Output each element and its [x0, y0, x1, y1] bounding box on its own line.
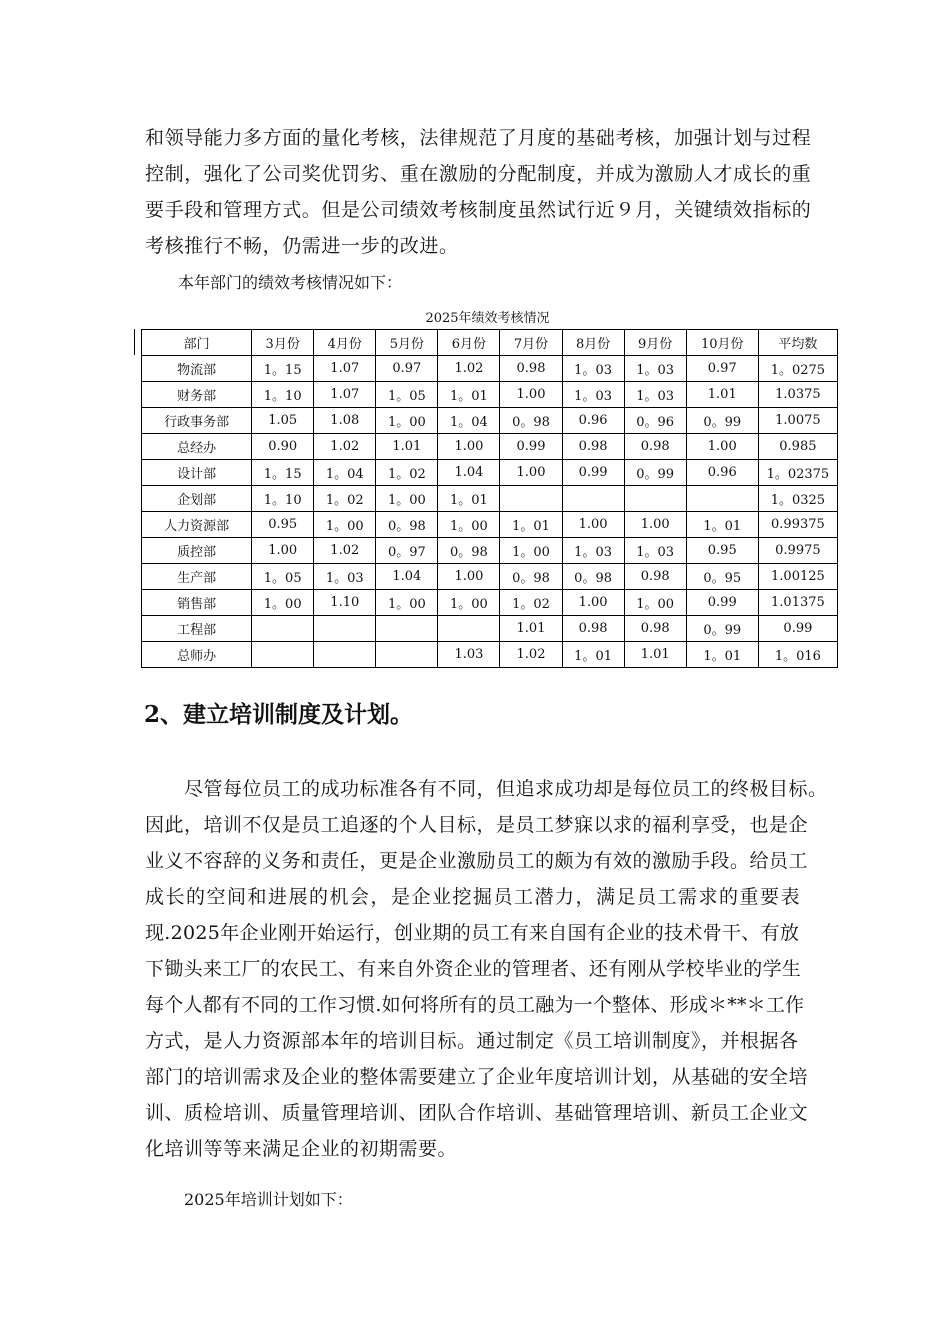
score-cell: 1.04 — [438, 460, 500, 486]
score-cell: 0.98 — [624, 616, 686, 642]
table-row — [142, 382, 838, 408]
score-cell: 0。97 — [376, 538, 438, 564]
table-row — [142, 408, 838, 434]
score-cell: 1。01 — [438, 382, 500, 408]
score-cell: 0.98 — [562, 616, 624, 642]
column-header: 4月份 — [314, 330, 376, 356]
table-header-row — [142, 330, 838, 356]
score-cell: 1。01 — [686, 512, 758, 538]
score-cell: 0。99 — [624, 460, 686, 486]
score-cell: 0。98 — [500, 408, 562, 434]
score-cell: 1.00 — [686, 434, 758, 460]
paragraph-line: 化培训等等来满足企业的初期需要。 — [145, 1138, 458, 1160]
score-cell: 1。03 — [562, 538, 624, 564]
score-cell: 1。016 — [758, 642, 837, 668]
score-cell: 0.99 — [758, 616, 837, 642]
score-cell: 1。03 — [624, 356, 686, 382]
score-cell: 1。00 — [438, 512, 500, 538]
score-cell — [252, 616, 314, 642]
score-cell: 0。98 — [562, 564, 624, 590]
score-cell: 0。98 — [500, 564, 562, 590]
score-cell — [252, 642, 314, 668]
score-cell: 1。02 — [314, 486, 376, 512]
score-cell: 1.0375 — [758, 382, 837, 408]
department-cell: 企划部 — [142, 486, 252, 512]
column-header: 7月份 — [500, 330, 562, 356]
score-cell: 1。03 — [314, 564, 376, 590]
table-row — [142, 642, 838, 668]
department-cell: 生产部 — [142, 564, 252, 590]
score-cell: 1.01375 — [758, 590, 837, 616]
department-cell: 设计部 — [142, 460, 252, 486]
score-cell: 1.01 — [624, 642, 686, 668]
paragraph-line: 考核推行不畅，仍需进一步的改进。 — [145, 235, 459, 257]
department-cell: 总经办 — [142, 434, 252, 460]
score-cell: 1.00 — [500, 460, 562, 486]
score-cell: 1。00 — [376, 486, 438, 512]
department-cell: 质控部 — [142, 538, 252, 564]
score-cell: 1。0275 — [758, 356, 837, 382]
score-cell: 0.90 — [252, 434, 314, 460]
table-intro: 本年部门的绩效考核情况如下： — [178, 273, 403, 292]
score-cell: 0.985 — [758, 434, 837, 460]
score-cell: 0。99 — [686, 616, 758, 642]
score-cell: 0.97 — [686, 356, 758, 382]
column-header: 部门 — [142, 330, 252, 356]
column-header: 10月份 — [686, 330, 758, 356]
score-cell: 1.02 — [314, 538, 376, 564]
paragraph-line: 现.2025年企业刚开始运行，创业期的员工有来自国有企业的技术骨干、有放 — [145, 922, 800, 944]
paragraph-line: 要手段和管理方式。但是公司绩效考核制度虽然试行近９月，关键绩效指标的 — [145, 199, 812, 221]
paragraph-line: 和领导能力多方面的量化考核，法律规范了月度的基础考核，加强计划与过程 — [145, 127, 812, 149]
score-cell: 1。02375 — [758, 460, 837, 486]
department-cell: 财务部 — [142, 382, 252, 408]
score-cell — [562, 486, 624, 512]
paragraph-line: 每个人都有不同的工作习惯.如何将所有的员工融为一个整体、形成＊**＊工作 — [145, 994, 805, 1016]
score-cell: 1。00 — [500, 538, 562, 564]
table-row — [142, 460, 838, 486]
score-cell: 1。15 — [252, 356, 314, 382]
score-cell: 0.98 — [562, 434, 624, 460]
score-cell: 0.98 — [500, 356, 562, 382]
score-cell: 1。02 — [376, 460, 438, 486]
score-cell: 1.02 — [438, 356, 500, 382]
score-cell: 1.00 — [438, 434, 500, 460]
column-header: 平均数 — [758, 330, 837, 356]
score-cell: 0。98 — [376, 512, 438, 538]
score-cell: 0。96 — [624, 408, 686, 434]
score-cell: 1.00 — [438, 564, 500, 590]
paragraph-line: 成长的空间和进展的机会，是企业挖掘员工潜力，满足员工需求的重要表 — [145, 886, 802, 908]
score-cell: 1.02 — [314, 434, 376, 460]
score-cell: 0.97 — [376, 356, 438, 382]
paragraph-line: 控制，强化了公司奖优罚劣、重在激励的分配制度，并成为激励人才成长的重 — [145, 163, 812, 185]
table-row — [142, 434, 838, 460]
column-header: 9月份 — [624, 330, 686, 356]
department-cell: 物流部 — [142, 356, 252, 382]
score-cell: 0。98 — [438, 538, 500, 564]
score-cell: 1。02 — [500, 590, 562, 616]
score-cell: 1.10 — [314, 590, 376, 616]
department-cell: 销售部 — [142, 590, 252, 616]
score-cell: 0.95 — [686, 538, 758, 564]
score-cell: 1.01 — [376, 434, 438, 460]
table-row — [142, 564, 838, 590]
score-cell: 1。00 — [624, 590, 686, 616]
department-cell: 工程部 — [142, 616, 252, 642]
paragraph-line: 尽管每位员工的成功标准各有不同，但追求成功却是每位员工的终极目标。 — [184, 778, 828, 800]
column-header: 5月份 — [376, 330, 438, 356]
score-cell: 1。03 — [562, 356, 624, 382]
score-cell: 1.00 — [500, 382, 562, 408]
score-cell: 0.99375 — [758, 512, 837, 538]
score-cell: 1.07 — [314, 356, 376, 382]
score-cell: 0.99 — [686, 590, 758, 616]
score-cell: 1.01 — [686, 382, 758, 408]
score-cell: 0.98 — [624, 564, 686, 590]
score-cell: 1。00 — [376, 408, 438, 434]
score-cell: 1。03 — [624, 382, 686, 408]
paragraph-line: 下锄头来工厂的农民工、有来自外资企业的管理者、还有刚从学校毕业的学生 — [145, 958, 802, 980]
score-cell: 1。01 — [500, 512, 562, 538]
score-cell: 1。01 — [686, 642, 758, 668]
score-cell: 1.00 — [562, 590, 624, 616]
score-cell: 1。0325 — [758, 486, 837, 512]
score-cell: 1。01 — [562, 642, 624, 668]
score-cell: 1.07 — [314, 382, 376, 408]
score-cell: 1.01 — [500, 616, 562, 642]
score-cell: 1。00 — [252, 590, 314, 616]
score-cell — [314, 616, 376, 642]
score-cell — [314, 642, 376, 668]
score-cell — [376, 616, 438, 642]
score-cell: 1.02 — [500, 642, 562, 668]
training-plan-intro: 2025年培训计划如下： — [184, 1190, 353, 1209]
score-cell: 0。99 — [686, 408, 758, 434]
score-cell — [376, 642, 438, 668]
paragraph-line: 训、质检培训、质量管理培训、团队合作培训、基础管理培训、新员工企业文 — [145, 1102, 809, 1124]
score-cell: 1。01 — [438, 486, 500, 512]
score-cell: 1.00 — [562, 512, 624, 538]
score-cell: 1.00125 — [758, 564, 837, 590]
section-heading: 2、建立培训制度及计划。 — [144, 701, 414, 728]
table-row — [142, 616, 838, 642]
paragraph-line: 部门的培训需求及企业的整体需要建立了企业年度培训计划，从基础的安全培 — [145, 1066, 809, 1088]
score-cell: 0.95 — [252, 512, 314, 538]
column-header: 3月份 — [252, 330, 314, 356]
table-row — [142, 538, 838, 564]
score-cell: 0.98 — [624, 434, 686, 460]
table-row — [142, 486, 838, 512]
column-header: 6月份 — [438, 330, 500, 356]
score-cell: 1。00 — [376, 590, 438, 616]
score-cell: 0。95 — [686, 564, 758, 590]
score-cell — [624, 486, 686, 512]
score-cell: 0.99 — [500, 434, 562, 460]
score-cell: 1.00 — [624, 512, 686, 538]
score-cell: 1。15 — [252, 460, 314, 486]
score-cell: 1。04 — [438, 408, 500, 434]
score-cell: 1.0075 — [758, 408, 837, 434]
table-row — [142, 356, 838, 382]
table-body — [142, 356, 838, 668]
score-cell — [500, 486, 562, 512]
score-cell — [686, 486, 758, 512]
score-cell — [438, 616, 500, 642]
score-cell: 1。05 — [252, 564, 314, 590]
paragraph-line: 业义不容辞的义务和责任，更是企业激励员工的颇为有效的激励手段。给员工 — [145, 850, 809, 872]
score-cell: 1。03 — [624, 538, 686, 564]
department-cell: 总师办 — [142, 642, 252, 668]
score-cell: 0.96 — [562, 408, 624, 434]
score-cell: 1。00 — [438, 590, 500, 616]
score-cell: 1。10 — [252, 382, 314, 408]
department-cell: 人力资源部 — [142, 512, 252, 538]
paragraph-line: 方式，是人力资源部本年的培训目标。通过制定《员工培训制度》，并根据各 — [145, 1030, 799, 1052]
score-cell: 1。10 — [252, 486, 314, 512]
score-cell: 1.04 — [376, 564, 438, 590]
paragraph-line: 因此，培训不仅是员工追逐的个人目标，是员工梦寐以求的福利享受，也是企 — [145, 814, 809, 836]
score-cell: 1。05 — [376, 382, 438, 408]
score-cell: 1.03 — [438, 642, 500, 668]
score-cell: 1.05 — [252, 408, 314, 434]
department-cell: 行政事务部 — [142, 408, 252, 434]
score-cell: 1。03 — [562, 382, 624, 408]
table-edge-line — [134, 329, 135, 355]
score-cell: 1。04 — [314, 460, 376, 486]
score-cell: 1.00 — [252, 538, 314, 564]
score-cell: 0.96 — [686, 460, 758, 486]
score-cell: 1.08 — [314, 408, 376, 434]
table-row — [142, 590, 838, 616]
performance-table — [141, 329, 838, 668]
column-header: 8月份 — [562, 330, 624, 356]
score-cell: 1。00 — [314, 512, 376, 538]
score-cell: 0.99 — [562, 460, 624, 486]
table-row — [142, 512, 838, 538]
table-caption: 2025年绩效考核情况 — [425, 311, 550, 326]
score-cell: 0.9975 — [758, 538, 837, 564]
